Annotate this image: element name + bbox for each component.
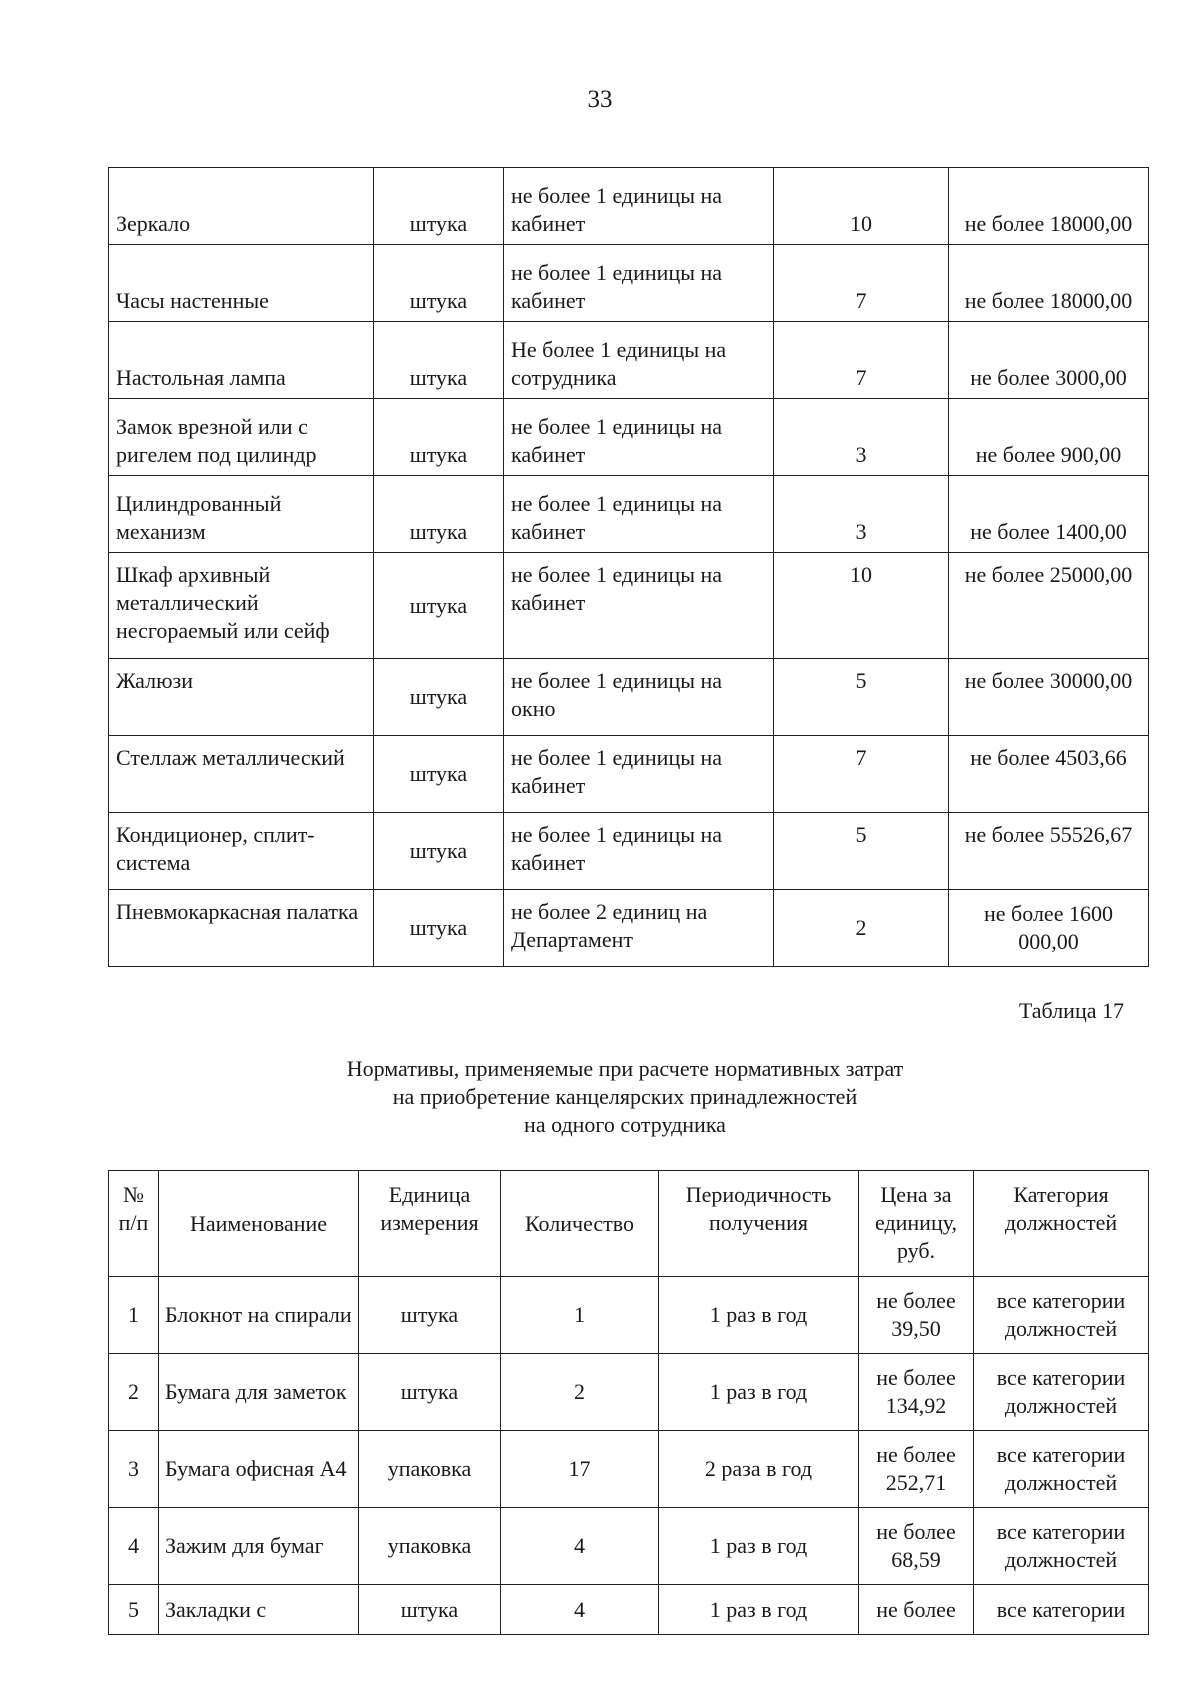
item-quantity: 17 [501, 1431, 659, 1508]
item-norm: Не более 1 единицы на сотрудника [504, 322, 774, 399]
item-price: не более 39,50 [859, 1277, 974, 1354]
item-price: не более 134,92 [859, 1354, 974, 1431]
table-title-line: на приобретение канцелярских принадлежностей [392, 1084, 858, 1109]
item-unit: штука [374, 736, 504, 813]
item-norm: не более 1 единицы на кабинет [504, 168, 774, 245]
item-name: Шкаф архивный металлический несгораемый или сейф [109, 553, 374, 659]
item-unit: штука [374, 890, 504, 967]
item-unit: штука [374, 659, 504, 736]
item-name: Бумага офисная А4 [159, 1431, 359, 1508]
table-title-line: Нормативы, применяемые при расчете нормативных затрат [346, 1056, 904, 1081]
table-row [109, 890, 1149, 967]
item-norm: не более 1 единицы на окно [504, 659, 774, 736]
page-number: 33 [587, 86, 613, 113]
header-name: Наименование [159, 1171, 359, 1277]
header-quantity: Количество [501, 1171, 659, 1277]
item-unit: штука [374, 553, 504, 659]
item-price: не более 68,59 [859, 1508, 974, 1585]
item-price: не более 18000,00 [949, 245, 1149, 322]
item-unit: штука [374, 168, 504, 245]
stationery-norms-table [108, 1170, 1149, 1635]
item-quantity: 7 [774, 736, 949, 813]
item-price: не более 18000,00 [949, 168, 1149, 245]
table-title [0, 1055, 1200, 1139]
item-quantity: 5 [774, 659, 949, 736]
item-unit: штука [359, 1354, 501, 1431]
item-quantity: 3 [774, 399, 949, 476]
item-norm: не более 1 единицы на кабинет [504, 813, 774, 890]
item-unit: упаковка [359, 1431, 501, 1508]
table-row [109, 659, 1149, 736]
table-row [109, 1431, 1149, 1508]
item-quantity: 5 [774, 813, 949, 890]
item-quantity: 7 [774, 322, 949, 399]
item-norm: не более 2 единиц на Департамент [504, 890, 774, 967]
row-number: 1 [109, 1277, 159, 1354]
item-name: Зажим для бумаг [159, 1508, 359, 1585]
item-period: 1 раз в год [659, 1354, 859, 1431]
item-price: не более [859, 1585, 974, 1635]
item-norm: не более 1 единицы на кабинет [504, 476, 774, 553]
item-unit: штука [374, 476, 504, 553]
item-unit: упаковка [359, 1508, 501, 1585]
item-quantity: 2 [501, 1354, 659, 1431]
item-name: Часы настенные [109, 245, 374, 322]
table-row [109, 322, 1149, 399]
table-label: Таблица 17 [1018, 998, 1124, 1023]
item-price: не более 30000,00 [949, 659, 1149, 736]
item-category: все категории должностей [974, 1277, 1149, 1354]
item-price: не более 1600 000,00 [949, 890, 1149, 967]
table-row [109, 1585, 1149, 1635]
item-price: не более 1400,00 [949, 476, 1149, 553]
item-name: Цилиндрованный механизм [109, 476, 374, 553]
item-quantity: 4 [501, 1585, 659, 1635]
item-name: Жалюзи [109, 659, 374, 736]
item-quantity: 4 [501, 1508, 659, 1585]
item-price: не более 4503,66 [949, 736, 1149, 813]
table-row [109, 1354, 1149, 1431]
table-row [109, 1277, 1149, 1354]
table-row [109, 245, 1149, 322]
item-category: все категории должностей [974, 1431, 1149, 1508]
item-name: Кондиционер, сплит-система [109, 813, 374, 890]
item-unit: штука [374, 322, 504, 399]
header-period: Периодичность получения [659, 1171, 859, 1277]
item-unit: штука [359, 1585, 501, 1635]
table-row [109, 476, 1149, 553]
item-price: не более 25000,00 [949, 553, 1149, 659]
table-row [109, 813, 1149, 890]
item-price: не более 55526,67 [949, 813, 1149, 890]
row-number: 5 [109, 1585, 159, 1635]
row-number: 4 [109, 1508, 159, 1585]
item-norm: не более 1 единицы на кабинет [504, 245, 774, 322]
table-row [109, 1508, 1149, 1585]
item-category: все категории должностей [974, 1508, 1149, 1585]
header-price: Цена за единицу, руб. [859, 1171, 974, 1277]
header-number: № п/п [109, 1171, 159, 1277]
item-unit: штука [359, 1277, 501, 1354]
item-quantity: 1 [501, 1277, 659, 1354]
item-unit: штука [374, 813, 504, 890]
item-name: Настольная лампа [109, 322, 374, 399]
item-name: Закладки с [159, 1585, 359, 1635]
item-quantity: 2 [774, 890, 949, 967]
item-quantity: 10 [774, 553, 949, 659]
item-unit: штука [374, 399, 504, 476]
item-quantity: 10 [774, 168, 949, 245]
item-name: Пневмокаркасная палатка [109, 890, 374, 967]
item-price: не более 900,00 [949, 399, 1149, 476]
item-name: Стеллаж металлический [109, 736, 374, 813]
item-period: 1 раз в год [659, 1508, 859, 1585]
item-price: не более 3000,00 [949, 322, 1149, 399]
item-name: Бумага для заметок [159, 1354, 359, 1431]
item-norm: не более 1 единицы на кабинет [504, 399, 774, 476]
item-quantity: 3 [774, 476, 949, 553]
item-norm: не более 1 единицы на кабинет [504, 736, 774, 813]
item-name: Блокнот на спирали [159, 1277, 359, 1354]
table-row [109, 168, 1149, 245]
item-period: 1 раз в год [659, 1277, 859, 1354]
item-category: все категории [974, 1585, 1149, 1635]
item-period: 1 раз в год [659, 1585, 859, 1635]
item-price: не более 252,71 [859, 1431, 974, 1508]
furniture-norms-table [108, 167, 1149, 967]
item-quantity: 7 [774, 245, 949, 322]
table-row [109, 736, 1149, 813]
header-category: Категория должностей [974, 1171, 1149, 1277]
item-norm: не более 1 единицы на кабинет [504, 553, 774, 659]
table-row [109, 399, 1149, 476]
item-unit: штука [374, 245, 504, 322]
header-unit: Единица измерения [359, 1171, 501, 1277]
header-row [109, 1171, 1149, 1277]
row-number: 2 [109, 1354, 159, 1431]
item-category: все категории должностей [974, 1354, 1149, 1431]
item-period: 2 раза в год [659, 1431, 859, 1508]
item-name: Зеркало [109, 168, 374, 245]
item-name: Замок врезной или с ригелем под цилиндр [109, 399, 374, 476]
row-number: 3 [109, 1431, 159, 1508]
table-title-line: на одного сотрудника [524, 1112, 726, 1137]
table-row [109, 553, 1149, 659]
